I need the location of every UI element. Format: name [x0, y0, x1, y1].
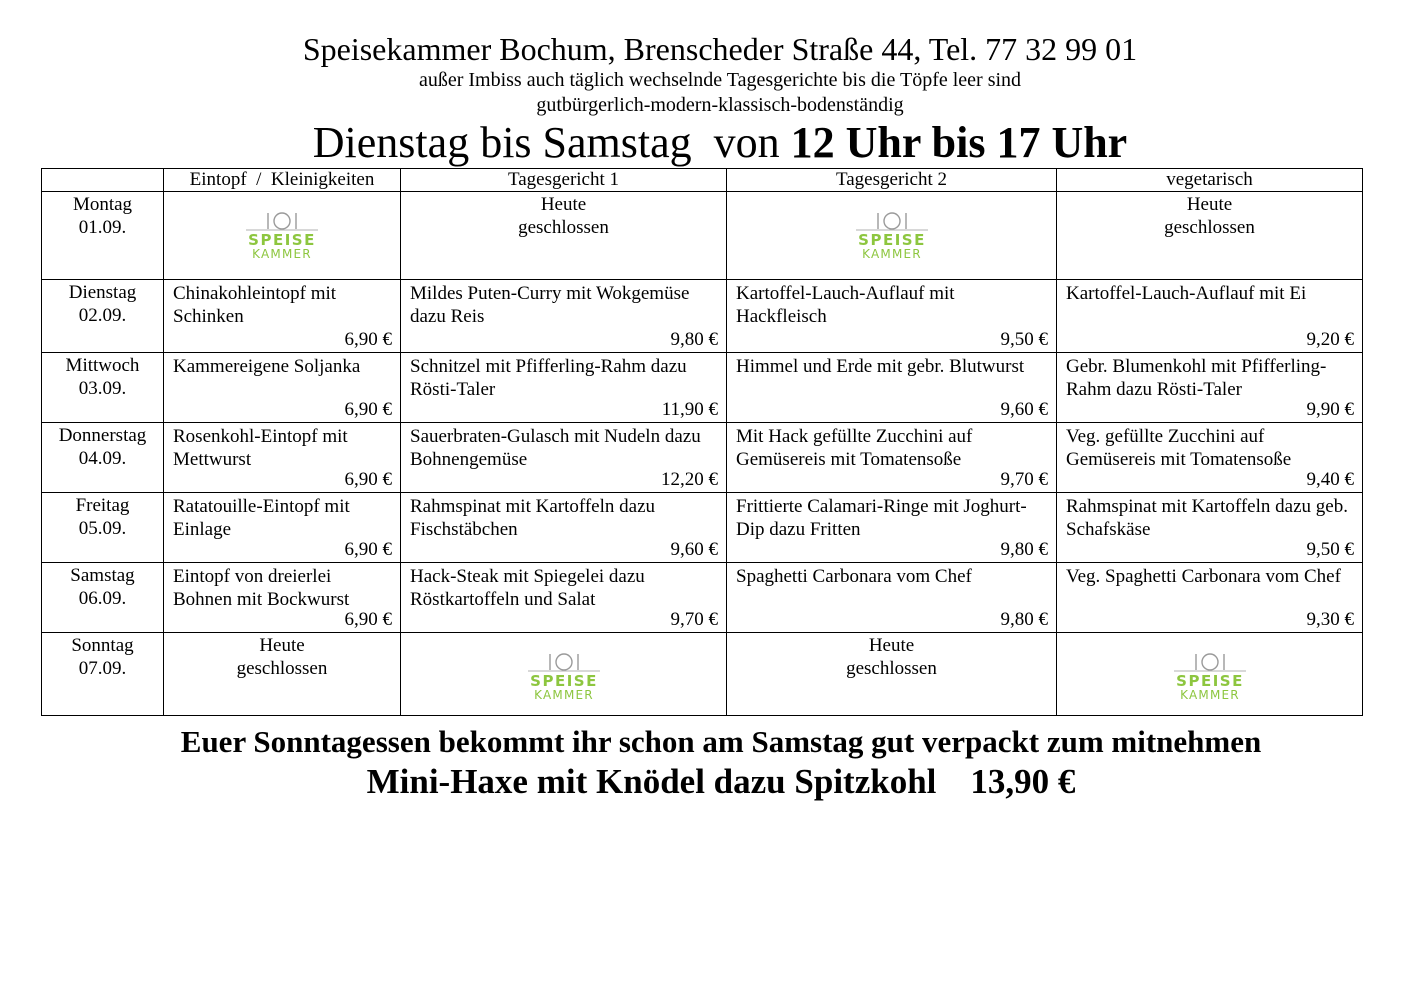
dish-cell — [401, 280, 727, 353]
dish-cell — [727, 353, 1057, 423]
dish-price: 11,90 € — [661, 399, 718, 420]
dish-price: 9,80 € — [670, 329, 718, 350]
table-row — [42, 280, 1363, 353]
dish-name: Rahmspinat mit Kartoffeln dazu Fischstäbchen — [410, 496, 656, 540]
sunday-special — [0, 761, 1404, 803]
dish-cell — [401, 563, 727, 633]
day-name: Sonntag — [71, 635, 134, 656]
dish-name: Ratatouille-Eintopf mit Einlage — [173, 496, 350, 540]
dish-cell — [401, 493, 727, 563]
dish-price: 9,60 € — [670, 539, 718, 560]
dish-name: Veg. gefüllte Zucchini auf Gemüsereis mit Tomatensoße — [1066, 426, 1292, 470]
dish-name: Himmel und Erde mit gebr. Blutwurst — [736, 356, 1025, 377]
dish-cell — [164, 280, 401, 353]
sunday-special-price: 13,90 € — [970, 762, 1076, 801]
dish-price: 12,20 € — [661, 469, 718, 490]
table-row — [42, 192, 1363, 280]
dish-price: 9,90 € — [1306, 399, 1354, 420]
dish-price: 9,50 € — [1306, 539, 1354, 560]
day-cell — [42, 563, 164, 633]
logo-word-bottom: KAMMER — [533, 688, 594, 702]
day-cell — [42, 493, 164, 563]
day-name: Dienstag — [68, 282, 137, 303]
dish-price: 6,90 € — [344, 539, 392, 560]
dish-cell — [164, 563, 401, 633]
speisekammer-logo — [1170, 650, 1250, 702]
day-date: 01.09. — [78, 217, 127, 238]
column-header: Eintopf / Kleinigkeiten — [164, 169, 401, 192]
logo-word-bottom: KAMMER — [861, 247, 922, 261]
dish-name: Veg. Spaghetti Carbonara vom Chef — [1066, 566, 1341, 587]
dish-name: Rosenkohl-Eintopf mit Mettwurst — [173, 426, 348, 470]
table-row — [42, 353, 1363, 423]
closed-label: Heute — [540, 194, 587, 215]
dish-cell — [1057, 423, 1363, 493]
day-name: Freitag — [75, 495, 130, 516]
table-header-row — [42, 169, 1363, 192]
logo-word-bottom: KAMMER — [252, 247, 312, 261]
day-date: 05.09. — [78, 518, 127, 539]
table-row — [42, 633, 1363, 716]
logo-word-top: SPEISE — [529, 672, 598, 690]
closed-label: Heute — [868, 635, 915, 656]
dish-name: Spaghetti Carbonara vom Chef — [736, 566, 972, 587]
closed-cell — [1057, 192, 1363, 280]
opening-hours — [0, 117, 1404, 169]
dish-price: 9,40 € — [1306, 469, 1354, 490]
logo-word-top: SPEISE — [1175, 672, 1244, 690]
day-cell — [42, 423, 164, 493]
restaurant-address-line: Speisekammer Bochum, Brenscheder Straße 44, Tel. 77 32 99 01 — [302, 31, 1138, 67]
dish-price: 6,90 € — [344, 609, 392, 630]
sunday-special-dish: Mini-Haxe mit Knödel dazu Spitzkohl — [366, 762, 937, 801]
dish-cell — [727, 493, 1057, 563]
closed-label: Heute — [1186, 194, 1233, 215]
table-row — [42, 423, 1363, 493]
dish-name: Frittierte Calamari-Ringe mit Joghurt-Dip dazu Fritten — [736, 496, 1027, 540]
dish-cell — [164, 493, 401, 563]
dish-name: Rahmspinat mit Kartoffeln dazu geb. Schafskäse — [1066, 496, 1348, 540]
dish-name: Sauerbraten-Gulasch mit Nudeln dazu Bohnengemüse — [410, 426, 701, 470]
dish-cell — [727, 280, 1057, 353]
dish-cell — [401, 423, 727, 493]
dish-cell — [1057, 280, 1363, 353]
closed-cell — [164, 633, 401, 716]
day-date: 04.09. — [78, 448, 127, 469]
dish-name: Eintopf von dreierlei Bohnen mit Bockwurst — [173, 566, 350, 610]
speisekammer-logo — [524, 650, 604, 702]
table-row — [42, 563, 1363, 633]
logo-cell — [1057, 633, 1363, 716]
dish-cell — [1057, 563, 1363, 633]
dish-price: 9,70 € — [1000, 469, 1048, 490]
dish-name: Kartoffel-Lauch-Auflauf mit Ei — [1066, 283, 1307, 304]
dish-name: Chinakohleintopf mit Schinken — [173, 283, 337, 327]
dish-cell — [727, 563, 1057, 633]
logo-word-top: SPEISE — [248, 231, 316, 249]
sunday-notice: Euer Sonntagessen bekommt ihr schon am Samstag gut verpackt zum mitnehmen — [180, 724, 1262, 759]
table-row — [42, 493, 1363, 563]
logo-word-top: SPEISE — [857, 231, 926, 249]
day-name: Mittwoch — [65, 355, 140, 376]
dish-cell — [401, 353, 727, 423]
dish-price: 9,30 € — [1306, 609, 1354, 630]
dish-name: Kammereigene Soljanka — [173, 356, 361, 377]
column-header: Tagesgericht 2 — [727, 169, 1057, 192]
logo-cell — [401, 633, 727, 716]
corner-cell — [42, 169, 164, 192]
dish-name: Mildes Puten-Curry mit Wokgemüse dazu Reis — [410, 283, 690, 327]
day-date: 06.09. — [78, 588, 127, 609]
dish-cell — [164, 353, 401, 423]
dish-price: 9,80 € — [1000, 539, 1048, 560]
logo-word-bottom: KAMMER — [1179, 688, 1240, 702]
dish-price: 6,90 € — [344, 469, 392, 490]
opening-hours-time: 12 Uhr bis 17 Uhr — [790, 118, 1128, 167]
day-name: Samstag — [70, 565, 135, 586]
logo-cell — [164, 192, 401, 280]
logo-cell — [727, 192, 1057, 280]
dish-name: Schnitzel mit Pfifferling-Rahm dazu Rösti-Taler — [410, 356, 687, 400]
closed-cell — [727, 633, 1057, 716]
day-cell — [42, 192, 164, 280]
dish-price: 6,90 € — [344, 329, 392, 350]
closed-label: geschlossen — [236, 658, 328, 679]
day-date: 03.09. — [78, 378, 127, 399]
dish-name: Mit Hack gefüllte Zucchini auf Gemüsereis mit Tomatensoße — [736, 426, 973, 470]
dish-price: 6,90 € — [344, 399, 392, 420]
dish-price: 9,70 € — [670, 609, 718, 630]
dish-price: 9,80 € — [1000, 609, 1048, 630]
dish-name: Gebr. Blumenkohl mit Pfifferling-Rahm dazu Rösti-Taler — [1066, 356, 1327, 400]
dish-price: 9,20 € — [1306, 329, 1354, 350]
column-header: vegetarisch — [1057, 169, 1363, 192]
dish-price: 9,50 € — [1000, 329, 1048, 350]
speisekammer-logo — [852, 209, 932, 261]
day-date: 07.09. — [78, 658, 127, 679]
day-name: Montag — [72, 194, 133, 215]
dish-cell — [1057, 353, 1363, 423]
dish-price: 9,60 € — [1000, 399, 1048, 420]
closed-label: geschlossen — [1164, 217, 1255, 238]
weekly-menu-table — [41, 168, 1363, 716]
dish-cell — [1057, 493, 1363, 563]
speisekammer-logo — [242, 209, 322, 261]
dish-cell — [727, 423, 1057, 493]
day-cell — [42, 353, 164, 423]
day-name: Donnerstag — [58, 425, 147, 446]
column-header: Tagesgericht 1 — [401, 169, 727, 192]
closed-label: Heute — [259, 635, 305, 656]
closed-cell — [401, 192, 727, 280]
style-tagline: gutbürgerlich-modern-klassisch-bodenständig — [536, 94, 904, 116]
day-cell — [42, 633, 164, 716]
opening-hours-days: Dienstag bis Samstag von — [312, 118, 791, 167]
closed-label: geschlossen — [518, 217, 609, 238]
dish-name: Hack-Steak mit Spiegelei dazu Röstkartoffeln und Salat — [410, 566, 645, 610]
day-date: 02.09. — [78, 305, 127, 326]
subtitle-line: außer Imbiss auch täglich wechselnde Tagesgerichte bis die Töpfe leer sind — [418, 69, 1022, 91]
day-cell — [42, 280, 164, 353]
closed-label: geschlossen — [846, 658, 937, 679]
dish-cell — [164, 423, 401, 493]
dish-name: Kartoffel-Lauch-Auflauf mit Hackfleisch — [736, 283, 955, 327]
